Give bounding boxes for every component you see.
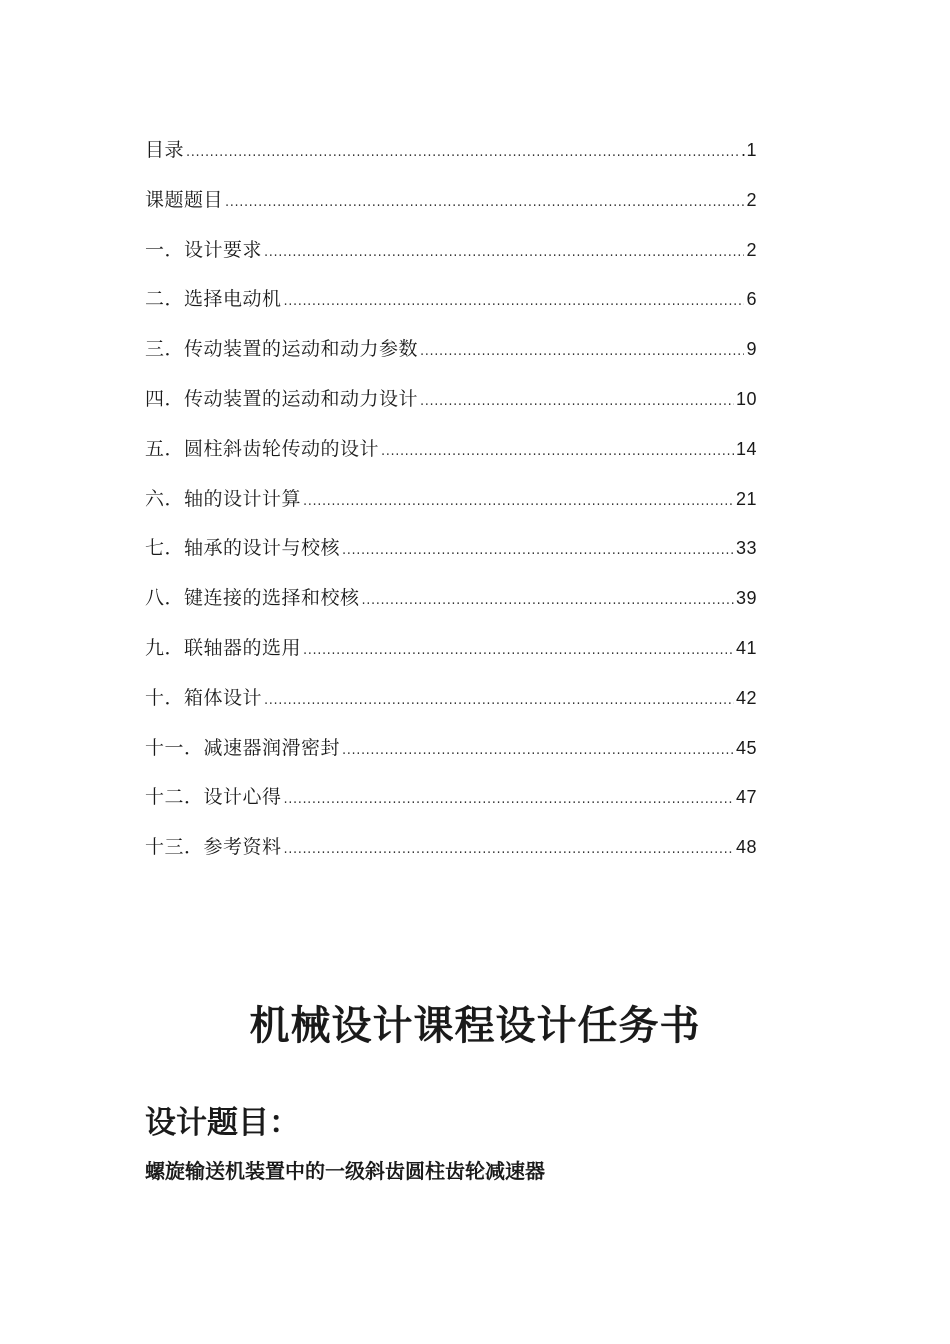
toc-entry-label: 九．联轴器的选用 bbox=[145, 636, 302, 659]
toc-dot-leader bbox=[420, 386, 734, 418]
toc-page-number: 21 bbox=[735, 488, 757, 509]
toc-entry-label: 八．键连接的选择和校核 bbox=[145, 587, 360, 610]
toc-page-number: 39 bbox=[735, 588, 757, 609]
toc-dot-leader bbox=[225, 187, 744, 219]
toc-entry-label: 二．选择电动机 bbox=[145, 288, 282, 311]
toc-page-number: 2 bbox=[746, 239, 757, 260]
toc-entry-label: 一．设计要求 bbox=[145, 238, 263, 261]
toc-dot-leader bbox=[342, 535, 734, 567]
toc-entry-label: 十一．减速器润滑密封 bbox=[145, 736, 341, 759]
toc-entry-label: 目录 bbox=[145, 139, 185, 161]
document-title: 机械设计课程设计任务书 bbox=[249, 1002, 701, 1049]
toc-dot-leader bbox=[420, 336, 744, 368]
toc-entry[interactable] bbox=[145, 632, 757, 682]
toc-entry-label: 十．箱体设计 bbox=[145, 686, 263, 709]
toc-dot-leader bbox=[303, 635, 734, 667]
toc-dot-leader bbox=[186, 137, 739, 169]
toc-entry[interactable] bbox=[145, 483, 757, 533]
toc-entry[interactable] bbox=[145, 781, 757, 831]
toc-page-number: 33 bbox=[735, 538, 757, 559]
toc-entry[interactable] bbox=[145, 682, 757, 732]
toc-entry[interactable] bbox=[145, 283, 757, 333]
toc-entry[interactable] bbox=[145, 532, 757, 582]
toc-dot-leader bbox=[264, 237, 744, 269]
toc-dot-leader bbox=[342, 735, 734, 767]
toc-entry[interactable] bbox=[145, 333, 757, 383]
toc-entry[interactable] bbox=[145, 433, 757, 483]
toc-entry[interactable] bbox=[145, 184, 757, 234]
toc-page-number: .1 bbox=[740, 140, 757, 160]
toc-entry-label: 十三．参考资料 bbox=[145, 836, 282, 859]
toc-entry[interactable] bbox=[145, 582, 757, 632]
toc-entry-label: 五．圆柱斜齿轮传动的设计 bbox=[145, 437, 380, 460]
toc-entry[interactable] bbox=[145, 383, 757, 433]
toc-dot-leader bbox=[264, 685, 734, 717]
toc-entry-label: 三．传动装置的运动和动力参数 bbox=[145, 338, 419, 361]
toc-page-number: 14 bbox=[735, 438, 757, 459]
toc-dot-leader bbox=[303, 486, 734, 518]
toc-entry[interactable] bbox=[145, 732, 757, 782]
toc-page-number: 9 bbox=[746, 339, 757, 360]
toc-dot-leader bbox=[381, 436, 734, 468]
toc-page-number: 42 bbox=[735, 687, 757, 708]
toc-entry-label: 七．轴承的设计与校核 bbox=[145, 537, 341, 560]
design-topic-subject: 螺旋输送机装置中的一级斜齿圆柱齿轮减速器 bbox=[145, 1159, 545, 1183]
toc-entry-label: 十二．设计心得 bbox=[145, 786, 282, 809]
toc-entry-label: 四．传动装置的运动和动力设计 bbox=[145, 387, 419, 410]
toc-page-number: 2 bbox=[746, 189, 757, 210]
toc-page-number: 48 bbox=[735, 837, 757, 858]
toc-entry-label: 课题题目 bbox=[145, 188, 224, 211]
toc-entry[interactable] bbox=[145, 134, 757, 184]
table-of-contents bbox=[145, 134, 757, 881]
toc-dot-leader bbox=[284, 834, 734, 866]
toc-dot-leader bbox=[362, 585, 734, 617]
toc-dot-leader bbox=[284, 784, 734, 816]
toc-page-number: 45 bbox=[735, 737, 757, 758]
toc-entry-label: 六．轴的设计计算 bbox=[145, 487, 302, 510]
toc-page-number: 41 bbox=[735, 637, 757, 658]
toc-page-number: 10 bbox=[735, 388, 757, 409]
toc-page-number: 47 bbox=[735, 787, 757, 808]
design-topic-heading: 设计题目： bbox=[145, 1105, 300, 1141]
toc-entry[interactable] bbox=[145, 831, 757, 881]
toc-page-number: 6 bbox=[746, 289, 757, 310]
toc-dot-leader bbox=[284, 286, 745, 318]
toc-entry[interactable] bbox=[145, 234, 757, 284]
